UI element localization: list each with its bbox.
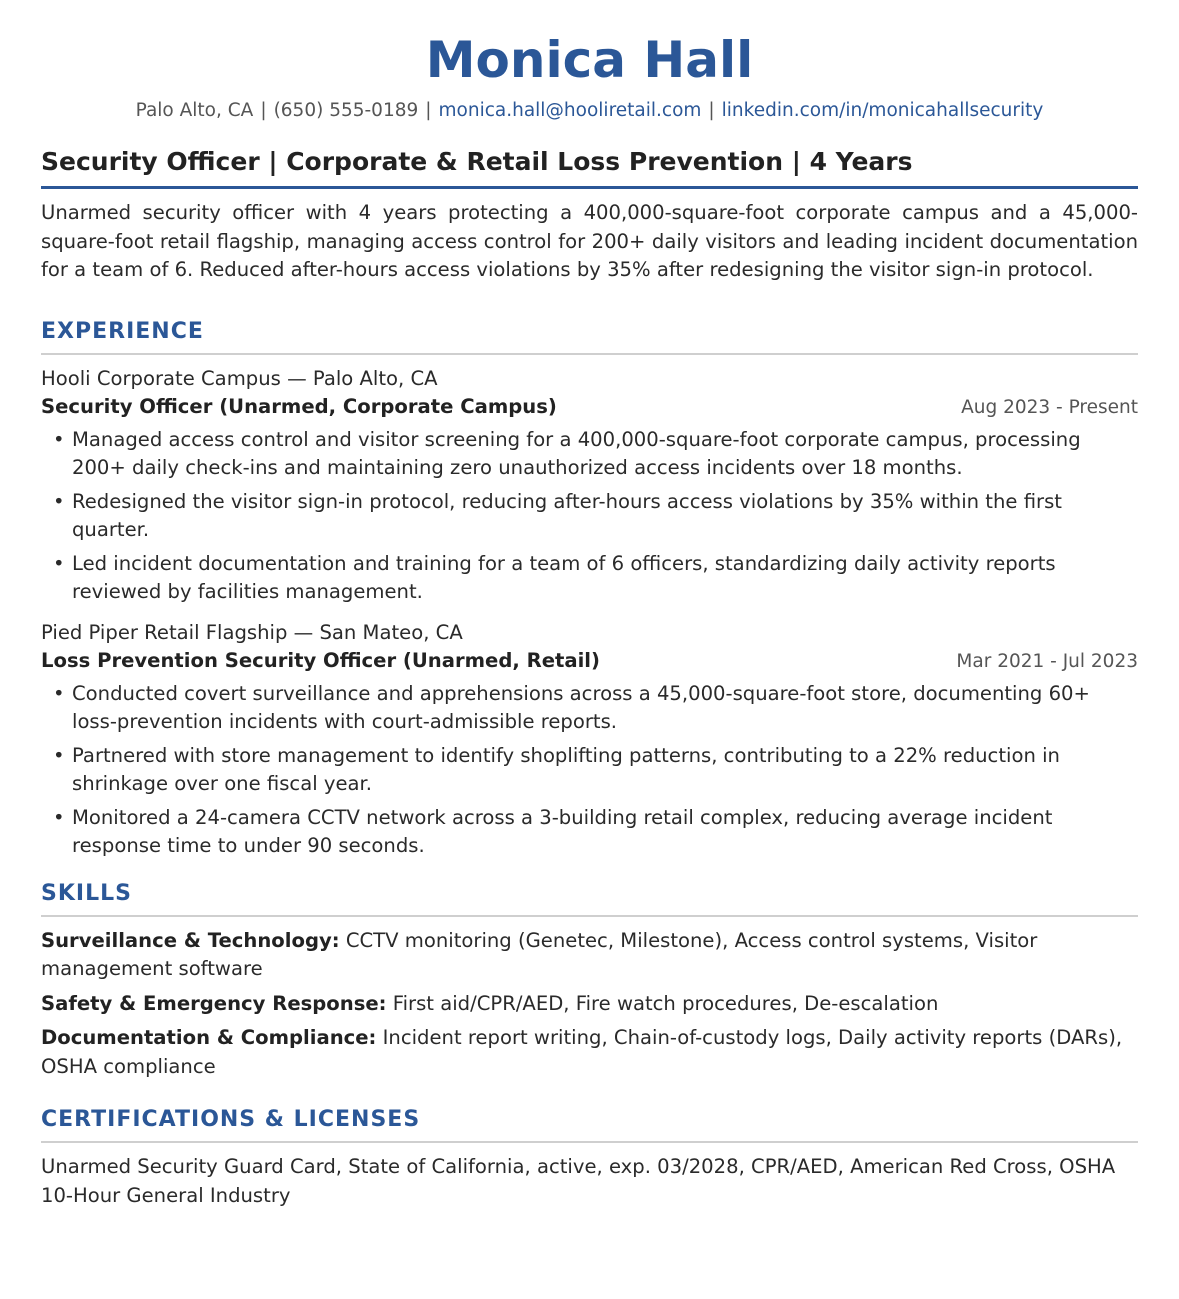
skill-category: Safety & Emergency Response:: [41, 991, 387, 1015]
job-bullet: • Monitored a 24-camera CCTV network across a 3-building retail complex, reducing average incident response time to under 90 seconds.: [41, 804, 1138, 861]
skill-items: CCTV monitoring (Genetec, Milestone), Access control systems, Visitor management software: [41, 928, 1038, 980]
skill-line: [41, 1024, 1138, 1081]
job-role: Security Officer (Unarmed, Corporate Campus): [41, 394, 557, 418]
professional-summary: Unarmed security officer with 4 years protecting a 400,000-square-foot corporate campus and a 45,000-square-foot retail flagship, managing access control for 200+ daily visitors and leading incident documentation for a team of 6. Reduced after-hours access violations by 35% after redesigning the visitor sign-in protocol.: [41, 201, 1138, 281]
job-dates: Aug 2023 - Present: [961, 396, 1138, 418]
job-role-row: [41, 393, 1138, 422]
job-bullet: • Managed access control and visitor screening for a 400,000-square-foot corporate campus, processing 200+ daily check-ins and maintaining zero unauthorized access incidents over 18 months.: [41, 426, 1138, 483]
skill-line: [41, 990, 1138, 1019]
contact-location: Palo Alto, CA: [135, 100, 254, 121]
contact-separator: |: [425, 100, 432, 121]
job-company: Pied Piper Retail Flagship — San Mateo, CA: [41, 620, 463, 644]
section-title-experience: EXPERIENCE: [41, 317, 1138, 355]
resume-headline: Security Officer | Corporate & Retail Loss Prevention | 4 Years: [41, 145, 1138, 189]
certifications-text: Unarmed Security Guard Card, State of California, active, exp. 03/2028, CPR/AED, American Red Cross, OSHA 10-Hour General Industry: [41, 1155, 1116, 1207]
job-bullet: • Partnered with store management to identify shoplifting patterns, contributing to a 22% reduction in shrinkage over one fiscal year.: [41, 742, 1138, 799]
experience-entry: [41, 365, 1138, 607]
job-company: Hooli Corporate Campus — Palo Alto, CA: [41, 366, 438, 390]
contact-phone: (650) 555-0189: [273, 100, 419, 121]
experience-entry: [41, 619, 1138, 861]
section-title-certifications: CERTIFICATIONS & LICENSES: [41, 1105, 1138, 1143]
contact-line: [41, 98, 1138, 124]
job-bullet: • Conducted covert surveillance and apprehensions across a 45,000-square-foot store, documenting 60+ loss-prevention incidents with court-admissible reports.: [41, 680, 1138, 737]
contact-linkedin-link[interactable]: linkedin.com/in/monicahallsecurity: [721, 100, 1044, 121]
job-dates: Mar 2021 - Jul 2023: [956, 650, 1138, 672]
contact-separator: |: [260, 100, 267, 121]
contact-email-link[interactable]: monica.hall@hooliretail.com: [438, 100, 702, 121]
skill-items: Incident report writing, Chain-of-custody logs, Daily activity reports (DARs), OSHA compliance: [41, 1026, 1123, 1078]
job-bullet-list: [41, 426, 1138, 607]
skill-category: Surveillance & Technology:: [41, 928, 340, 952]
skill-line: [41, 927, 1138, 984]
job-bullet: • Led incident documentation and training for a team of 6 officers, standardizing daily activity reports reviewed by facilities management.: [41, 550, 1138, 607]
skill-items: First aid/CPR/AED, Fire watch procedures, De-escalation: [392, 991, 939, 1015]
section-title-skills: SKILLS: [41, 879, 1138, 917]
candidate-name: Monica Hall: [425, 31, 754, 89]
skills-list: [41, 927, 1138, 1082]
job-bullet-list: [41, 680, 1138, 861]
job-role-row: [41, 647, 1138, 676]
skill-category: Documentation & Compliance:: [41, 1026, 377, 1049]
contact-separator: |: [708, 100, 715, 121]
job-role: Loss Prevention Security Officer (Unarmed, Retail): [41, 648, 600, 672]
job-bullet: • Redesigned the visitor sign-in protocol, reducing after-hours access violations by 35% within the first quarter.: [41, 488, 1138, 545]
